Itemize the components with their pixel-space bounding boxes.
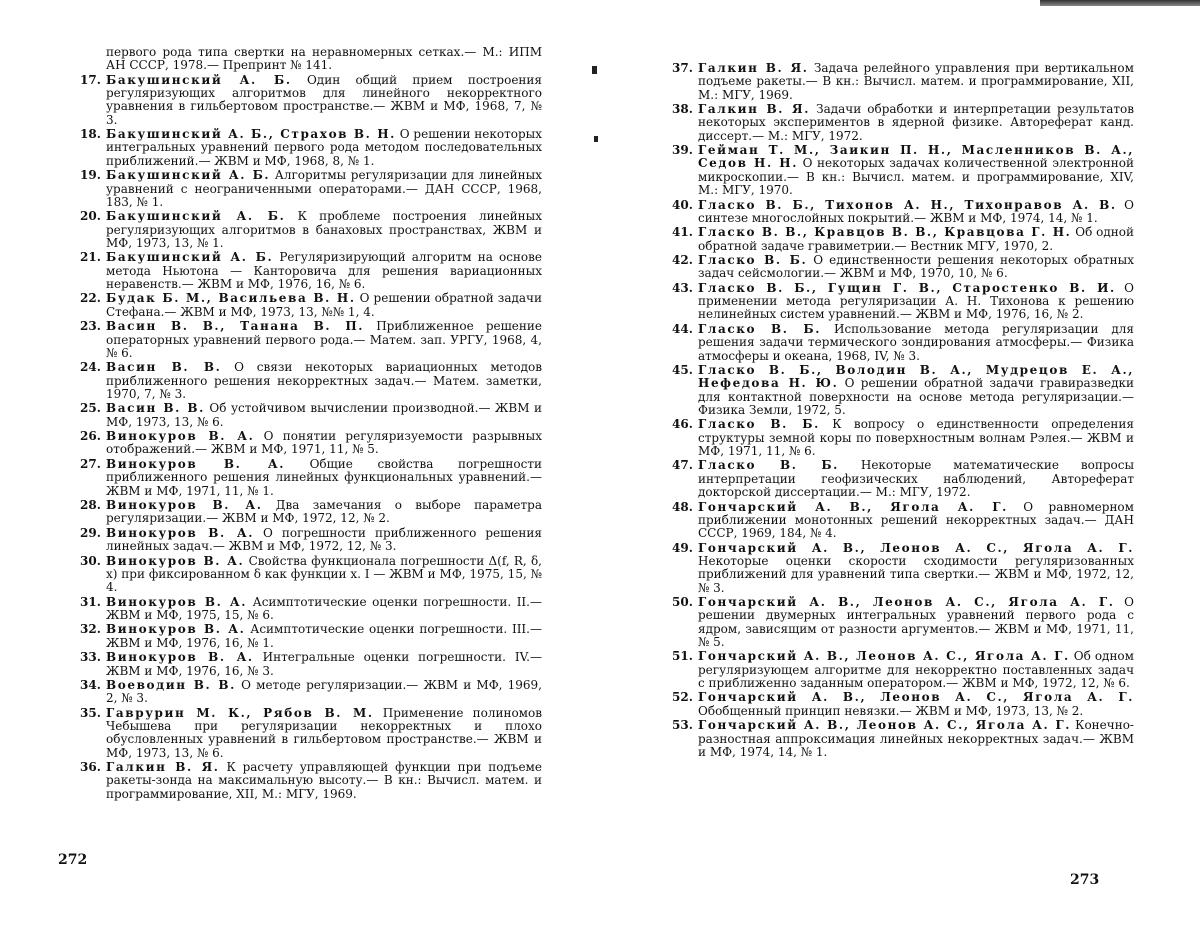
reference-number: 36. [80, 760, 101, 775]
reference-number: 43. [672, 280, 693, 295]
reference-item [672, 282, 1134, 322]
reference-authors: Гончарский А. В., Леонов А. С., Ягола А. Г. [698, 540, 1134, 555]
reference-text: Об одной обратной задаче гравиметрии.— Вестник МГУ, 1970, 2. [698, 225, 1134, 253]
reference-authors: Воеводин В. В. [106, 678, 236, 693]
reference-number: 44. [672, 321, 693, 336]
reference-number: 18. [80, 127, 101, 142]
reference-item [80, 499, 542, 526]
reference-text: Регуляризирующий алгоритм на основе метода Ньютона — Канторовича для решения вариационных неравенств.— ЖВМ и МФ, 1976, 16, № 6. [106, 250, 543, 291]
reference-authors: Гласко В. Б. [698, 253, 808, 268]
reference-item [672, 596, 1134, 649]
reference-text: О связи некоторых вариационных методов приближенного решения некорректных задач.— Матем. заметки, 1970, 7, № 3. [106, 360, 542, 401]
reference-number: 45. [672, 363, 693, 378]
reference-authors: Бакушинский А. Б. [106, 72, 292, 87]
reference-text: Некоторые оценки скорости сходимости регуляризованных приближений для уравнений типа свертки.— ЖВМ и МФ, 1972, 12, № 3. [698, 553, 1134, 595]
reference-authors: Галкин В. Я. [698, 102, 811, 117]
right-page [600, 0, 1200, 933]
reference-item [80, 555, 542, 595]
reference-number: 22. [80, 291, 101, 306]
reference-number: 31. [80, 594, 101, 609]
reference-number: 25. [80, 401, 101, 416]
reference-text: Использование метода регуляризации для решения задачи термического зондирования атмосферы.— Физика атмосферы и океана, 1968, IV, № 3. [698, 321, 1134, 363]
reference-text: Об одном регуляризующем алгоритме для некорректно поставленных задач с приближенно заданным оператором.— ЖВМ и МФ, 1972, 12, № 6. [698, 649, 1134, 690]
reference-number: 50. [672, 595, 693, 610]
reference-text: О синтезе многослойных покрытий.— ЖВМ и МФ, 1974, 14, № 1. [698, 197, 1134, 225]
reference-authors: Васин В. В. [106, 401, 205, 416]
reference-number: 41. [672, 225, 693, 240]
reference-number: 21. [80, 250, 101, 265]
reference-text: О решении некоторых интегральных уравнений первого рода методом последовательных приближений.— ЖВМ и МФ, 1968, 8, № 1. [106, 127, 542, 168]
reference-item [672, 254, 1134, 281]
reference-text: Интегральные оценки погрешности. IV.— ЖВМ и МФ, 1976, 16, № 3. [106, 650, 542, 678]
reference-text: Один общий прием построения регуляризующих алгоритмов для линейного некорректного уравнения в гильбертовом пространстве.— ЖВМ и МФ, 1968, 7, № 3. [106, 72, 542, 127]
reference-authors: Винокуров В. А. [106, 622, 246, 637]
reference-authors: Гласко В. Б. [698, 458, 839, 473]
reference-text: Обобщенный принцип невязки.— ЖВМ и МФ, 1973, 13, № 2. [698, 703, 1084, 718]
reference-authors: Васин В. В. [106, 360, 222, 375]
reference-authors: Гаврурин М. К., Рябов В. М. [106, 705, 374, 720]
reference-authors: Гончарский А. В., Ягола А. Г. [698, 499, 1008, 514]
page-number-right: 273 [1070, 872, 1100, 888]
reference-number: 37. [672, 61, 693, 75]
reference-number: 39. [672, 143, 693, 158]
reference-item [672, 199, 1134, 226]
reference-item [80, 169, 542, 209]
reference-number: 24. [80, 360, 101, 375]
reference-text: О применении метода регуляризации А. Н. Тихонова к решению нелинейных систем уравнений.— ЖВМ и МФ, 1976, 16, № 2. [698, 280, 1134, 322]
reference-number: 28. [80, 498, 101, 513]
reference-text: Асимптотические оценки погрешности. III.— ЖВМ и МФ, 1976, 16, № 1. [106, 622, 542, 650]
reference-authors: Будак Б. М., Васильева В. Н. [106, 291, 356, 306]
reference-number: 27. [80, 456, 101, 471]
reference-text: Применение полиномов Чебышева при регуляризации некорректных и плохо обусловленных уравнений в гильбертовом пространстве.— ЖВМ и МФ, 1973, 13, № 6. [106, 705, 542, 760]
reference-number: 26. [80, 429, 101, 444]
reference-authors: Винокуров В. А. [106, 553, 245, 568]
reference-text: Асимптотические оценки погрешности. II.— ЖВМ и МФ, 1975, 15, № 6. [106, 594, 542, 622]
reference-text: Об устойчивом вычислении производной.— ЖВМ и МФ, 1973, 13, № 6. [106, 401, 542, 429]
reference-authors: Васин В. В., Танана В. П. [106, 319, 365, 334]
reference-authors: Бакушинский А. Б. [106, 250, 274, 265]
gutter-mark [592, 66, 597, 74]
reference-authors: Гласко В. Б., Володин В. А., Мудрецов Е. А., Нефедова Н. Ю. [698, 363, 1134, 391]
page-number-left: 272 [58, 852, 88, 868]
reference-text: Конечно-разностная аппроксимация линейных некорректных задач.— ЖВМ и МФ, 1974, 14, № 1. [698, 718, 1134, 759]
reference-number: 23. [80, 319, 101, 334]
reference-authors: Гончарский А. В., Леонов А. С., Ягола А. Г. [698, 595, 1115, 610]
reference-item [672, 323, 1134, 363]
reference-authors: Бакушинский А. Б., Страхов В. Н. [106, 127, 396, 142]
reference-item [80, 128, 542, 168]
reference-text: Задача релейного управления при вертикальном подъеме ракеты.— В кн.: Вычисл. матем. и программирование, XII, М.: МГУ, 1969. [698, 61, 1134, 102]
reference-authors: Бакушинский А. Б. [106, 168, 271, 183]
reference-item [672, 226, 1134, 253]
reference-number: 34. [80, 678, 101, 693]
reference-text: К вопросу о единственности определения структуры земной коры по поверхностным волнам Рэлея.— ЖВМ и МФ, 1971, 11, № 6. [698, 417, 1134, 458]
reference-text: К расчету управляющей функции при подъеме ракеты-зонда на максимальную высоту.— В кн.: Вычисл. матем. и программирование, XII, М.: МГУ, 1969. [106, 760, 542, 801]
reference-item [80, 458, 542, 498]
reference-authors: Гончарский А. В., Леонов А. С., Ягола А. Г. [698, 649, 1070, 664]
reference-item [80, 596, 542, 623]
reference-text: Свойства функционала погрешности Δ(f, R, δ, x) при фиксированном δ как функции x. I — ЖВМ и МФ, 1975, 15, № 4. [106, 553, 542, 595]
reference-authors: Винокуров В. А. [106, 594, 248, 609]
reference-authors: Винокуров В. А. [106, 456, 286, 471]
reference-number: 46. [672, 417, 693, 432]
reference-item [80, 251, 542, 291]
reference-text: Некоторые математические вопросы интерпретации геофизических наблюдений, Автореферат докторской диссертации.— М.: МГУ, 1972. [698, 458, 1134, 500]
reference-item [672, 62, 1134, 102]
reference-item [80, 210, 542, 250]
reference-text: К проблеме построения линейных регуляризующих алгоритмов в банаховых пространствах, ЖВМ и МФ, 1973, 13, № 1. [106, 209, 542, 250]
reference-item [80, 292, 542, 319]
reference-item [672, 719, 1134, 759]
reference-text: О решении обратной задачи гравиразведки для контактной поверхности на основе метода регуляризации.— Физика Земли, 1972, 5. [698, 376, 1134, 417]
reference-item [672, 459, 1134, 499]
reference-item [80, 430, 542, 457]
reference-text: О понятии регуляризуемости разрывных отображений.— ЖВМ и МФ, 1971, 11, № 5. [106, 429, 542, 457]
reference-authors: Бакушинский А. Б. [106, 209, 286, 224]
reference-text: Алгоритмы регуляризации для линейных уравнений с неограниченными операторами.— ДАН СССР, 1968, 183, № 1. [106, 168, 542, 209]
reference-item [672, 650, 1134, 690]
reference-authors: Винокуров В. А. [106, 498, 263, 513]
reference-authors: Гончарский А. В., Леонов А. С., Ягола А. Г. [698, 718, 1071, 733]
reference-text: О равномерном приближении монотонных решений некорректных задач.— ДАН СССР, 1969, 184, № 4. [698, 499, 1134, 541]
reference-item [80, 707, 542, 760]
reference-authors: Галкин В. Я. [698, 61, 809, 75]
reference-number: 38. [672, 102, 693, 117]
reference-number: 19. [80, 168, 101, 183]
reference-text: О решении обратной задачи Стефана.— ЖВМ и МФ, 1973, 13, №№ 1, 4. [106, 291, 542, 319]
reference-number: 32. [80, 622, 101, 637]
reference-number: 30. [80, 553, 101, 568]
reference-text: О некоторых задачах количественной электронной микроскопии.— В кн.: Вычисл. матем. и программирование, XIV, М.: МГУ, 1970. [698, 156, 1134, 198]
reference-text: Два замечания о выборе параметра регуляризации.— ЖВМ и МФ, 1972, 12, № 2. [106, 498, 542, 526]
reference-authors: Гласко В. Б. [698, 417, 820, 432]
reference-list-left [80, 46, 542, 802]
reference-text: Задачи обработки и интерпретации результатов некоторых экспериментов в ядерной физике. Автореферат канд. диссерт.— М.: МГУ, 1972. [698, 102, 1134, 143]
reference-number: 17. [80, 72, 101, 87]
reference-text: О решении двумерных интегральных уравнений первого рода с ядром, зависящим от разности аргументов.— ЖВМ и МФ, 1971, 11, № 5. [698, 595, 1134, 649]
reference-authors: Винокуров В. А. [106, 429, 255, 444]
reference-text: Приближенное решение операторных уравнений первого рода.— Матем. зап. УРГУ, 1968, 4, № 6. [106, 319, 542, 360]
reference-item [672, 144, 1134, 197]
reference-item [80, 320, 542, 360]
reference-authors: Гласко В. В., Кравцов В. В., Кравцова Г. Н. [698, 225, 1072, 240]
reference-number: 53. [672, 718, 693, 733]
reference-number: 20. [80, 209, 101, 224]
reference-item [672, 364, 1134, 417]
reference-item [672, 542, 1134, 595]
reference-authors: Гласко В. Б., Тихонов А. Н., Тихонравов А. В. [698, 197, 1117, 212]
reference-authors: Винокуров В. А. [106, 650, 254, 665]
reference-text: О погрешности приближенного решения линейных задач.— ЖВМ и МФ, 1972, 12, № 3. [106, 525, 542, 554]
reference-number: 33. [80, 650, 101, 665]
reference-number: 47. [672, 458, 693, 473]
reference-item [80, 74, 542, 127]
reference-text: О единственности решения некоторых обратных задач сейсмологии.— ЖВМ и МФ, 1970, 10, № 6. [698, 253, 1134, 281]
reference-list-right [672, 62, 1134, 760]
reference-text: О методе регуляризации.— ЖВМ и МФ, 1969, 2, № 3. [106, 678, 543, 706]
reference-authors: Гласко В. Б., Гущин Г. В., Старостенко В. И. [698, 280, 1116, 295]
gutter-mark [594, 136, 598, 142]
reference-item [80, 761, 542, 801]
reference-item [80, 623, 542, 650]
reference-continuation [80, 46, 542, 73]
reference-number: 48. [672, 499, 693, 514]
reference-number: 49. [672, 540, 693, 555]
reference-authors: Гончарский А. В., Леонов А. С., Ягола А. Г. [698, 690, 1134, 705]
reference-authors: Галкин В. Я. [106, 760, 220, 775]
reference-item [80, 651, 542, 678]
reference-text: первого рода типа свертки на неравномерных сетках.— М.: ИПМ АН СССР, 1978.— Препринт № 141. [106, 45, 542, 73]
reference-item [672, 103, 1134, 143]
reference-item [80, 361, 542, 401]
reference-authors: Гласко В. Б. [698, 321, 822, 336]
reference-authors: Гейман Т. М., Заикин П. Н., Масленников В. А., Седов Н. Н. [698, 143, 1134, 171]
reference-authors: Винокуров В. А. [106, 525, 254, 540]
reference-item [672, 501, 1134, 541]
reference-item [672, 691, 1134, 718]
reference-item [80, 402, 542, 429]
reference-number: 35. [80, 705, 101, 720]
reference-text: Общие свойства погрешности приближенного решения линейных функциональных уравнений.— ЖВМ и МФ, 1971, 11, № 1. [106, 456, 542, 498]
reference-item [80, 679, 542, 706]
reference-item [80, 527, 542, 554]
reference-number: 51. [672, 649, 693, 664]
reference-number: 52. [672, 690, 693, 705]
reference-number: 29. [80, 525, 101, 540]
reference-number: 42. [672, 253, 693, 268]
reference-item [672, 418, 1134, 458]
reference-number: 40. [672, 197, 693, 212]
